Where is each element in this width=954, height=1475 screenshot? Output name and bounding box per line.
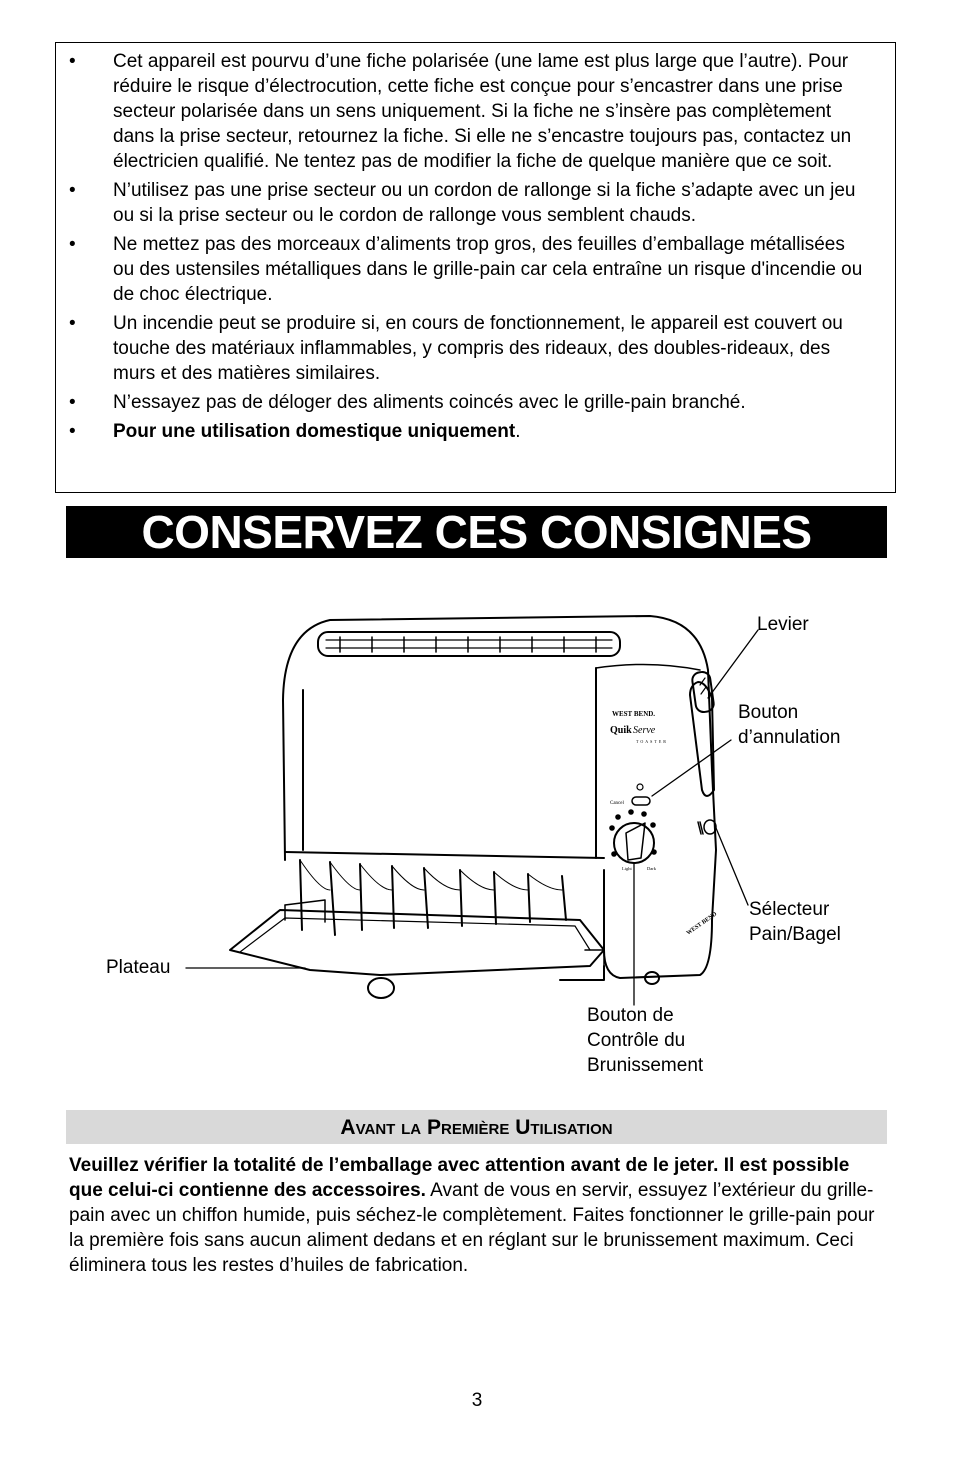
toaster-diagram — [0, 590, 954, 1090]
warning-text: Ne mettez pas des morceaux d’aliments trop gros, des feuilles d’emballage métallisées ou des ustensiles métalliques dans le grille-pain car cela entraîne un risque d'incendie ou de choc électrique. — [113, 234, 863, 305]
first-use-paragraph — [69, 1153, 884, 1278]
warning-text: N’essayez pas de déloger des aliments coincés avec le grille-pain branché. — [113, 392, 746, 413]
warning-text: Un incendie peut se produire si, en cours de fonctionnement, le appareil est couvert ou touche des matériaux inflammables, y compris des rideaux, des doubles-rideaux, des murs et des matières similaires. — [113, 313, 843, 384]
device-model-text-b: Serve — [633, 725, 656, 736]
device-model-text-a: Quik — [610, 725, 632, 736]
device-base-brand: WEST BEND — [685, 911, 719, 937]
callout-bagel-selector: Sélecteur Pain/Bagel — [749, 899, 841, 945]
first-use-bold-text: Veuillez vérifier la totalité de l’emballage avec attention avant de le jeter. Il est possible que celui-ci contienne des accessoires. — [69, 1155, 850, 1201]
callout-lever: Levier — [757, 614, 809, 635]
warning-text: Cet appareil est pourvu d’une fiche polarisée (une lame est plus large que l’autre). Pour réduire le risque d’électrocution, cette fiche est conçue pour s’encastrer dans une prise secteur polarisée dans un sens uniquement. Si la fiche ne s’insère pas complètement dans la prise secteur, retournez la fiche. Si elle ne s’encastre toujours pas, contactez un électricien qualifié. Ne tentez pas de modifier la fiche de quelque manière que ce soit. — [113, 51, 852, 172]
bullet: • — [69, 180, 76, 201]
section-heading-initial-c: U — [515, 1116, 531, 1139]
warning-text: N’utilisez pas une prise secteur ou un cordon de rallonge si la fiche s’adapte avec un jeu ou si la prise secteur ou le cordon de rallonge vous semblent chauds. — [113, 180, 856, 226]
device-model-sub: TOASTER — [636, 739, 668, 744]
device-brand-text: WEST BEND. — [612, 710, 656, 718]
first-use-text: Avant de vous en servir, essuyez l’extérieur du grille-pain avec un chiffon humide, puis séchez-le complètement. Faites fonctionner le grille-pain pour la première fois sans aucun aliment dedans et en réglant sur le brunissement maximum. Ceci éliminera tous les restes d’huiles de fabrication. — [69, 1180, 875, 1276]
warning-list — [56, 49, 895, 448]
section-heading-part-c: tilisation — [530, 1116, 613, 1139]
save-instructions-banner: CONSERVEZ CES CONSIGNES — [66, 506, 887, 558]
device-dark-text: Dark — [647, 866, 656, 871]
warning-item — [56, 311, 895, 386]
bullet: • — [69, 234, 76, 255]
section-heading-before-first-use — [66, 1110, 887, 1144]
bullet: • — [69, 313, 76, 334]
section-heading-part-b: remière — [441, 1116, 516, 1139]
warning-item — [56, 178, 895, 228]
warning-suffix: . — [515, 421, 521, 442]
bullet: • — [69, 421, 76, 442]
device-cancel-text: Cancel — [610, 801, 624, 806]
device-light-text: Light — [622, 866, 632, 871]
section-heading-part-a: vant la — [355, 1116, 427, 1139]
callout-browning-control: Bouton de Contrôle du Brunissement — [587, 1005, 704, 1076]
warning-item — [56, 232, 895, 307]
safety-warnings-box — [55, 42, 896, 493]
callout-tray: Plateau — [106, 957, 171, 978]
callout-cancel-button: Bouton d’annulation — [738, 702, 841, 745]
warning-item-household — [56, 419, 895, 444]
warning-item — [56, 390, 895, 415]
bullet: • — [69, 392, 76, 413]
section-heading-initial-b: P — [426, 1116, 441, 1139]
warning-text: Pour une utilisation domestique uniquement — [113, 421, 516, 442]
warning-item — [56, 49, 895, 174]
section-heading-initial-a: A — [340, 1116, 356, 1139]
bullet: • — [69, 51, 76, 72]
page-number: 3 — [471, 1390, 483, 1411]
toaster-illustration — [0, 590, 954, 1090]
